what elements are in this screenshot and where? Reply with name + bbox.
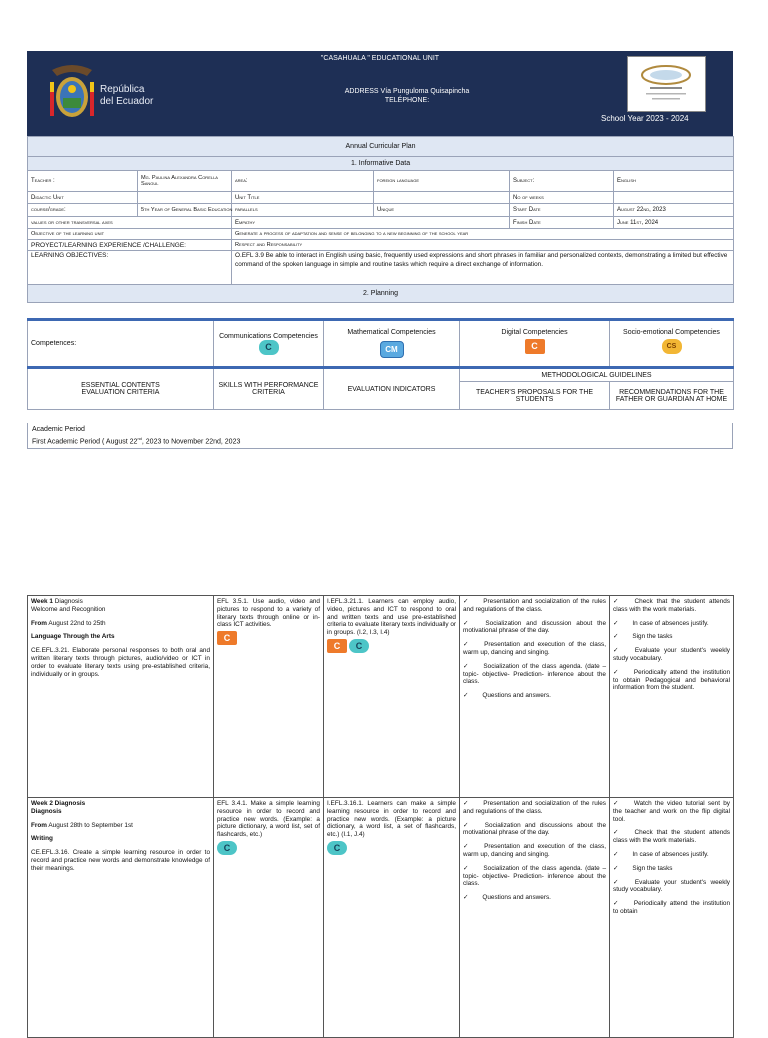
essential-contents-header: ESSENTIAL CONTENTS EVALUATION CRITERIA (28, 368, 214, 410)
unit-title-value (374, 192, 510, 204)
start-date-value: August 22nd, 2023 (614, 204, 734, 217)
school-name: "CASAHUALA " EDUCATIONAL UNIT (320, 55, 440, 62)
academic-period: Academic Period First Academic Period ( August 22nd, 2023 to November 22nd, 2023 (27, 423, 733, 449)
week-content-cell: Week 1 Diagnosis Welcome and Recognition From August 22nd to 25th Language Through the Arts CE.EFL.3.21. Elaborate personal responses to both oral and written literary texts through pictures, audio/video or ICT in order to evaluate literary texts using pre-established criteria, individually or in groups. (28, 596, 214, 798)
header-banner (27, 51, 733, 136)
learning-objectives-label: LEARNING OBJECTIVES: (28, 251, 232, 285)
digital-monitor-icon: C (217, 631, 237, 645)
week-row (28, 798, 734, 1038)
learning-objectives-value: O.EFL 3.9 Be able to interact in English using basic, frequently used expressions and short phrases in familiar and personalized contexts, demonstrating a limited but effective command of the spoken language in simple and routine tasks which require a direct exchange of information. (232, 251, 734, 285)
communications-competencies: Communications Competencies C (214, 320, 324, 368)
week-indicator-cell: I.EFL.3.16.1. Learners can make a simple learning resource in order to record and practice new words. (Example: a picture dictionary, a word list, a set of flashcards, etc.) (I.1, J.4) C (324, 798, 460, 1038)
socio-cs-icon: CS (662, 339, 682, 354)
teacher-label: Teacher : (28, 171, 138, 192)
week-skill-cell: EFL 3.4.1. Make a simple learning resource in order to record and practice new words. (Example: a picture dictionary, a word list, set of flashcards, etc.) C (214, 798, 324, 1038)
didactic-unit-label: Didactic Unit (28, 192, 138, 204)
recommendations-header: RECOMMENDATIONS FOR THE FATHER OR GUARDIAN AT HOME (610, 382, 734, 410)
communication-c-icon: C (349, 639, 369, 653)
communication-c-icon: C (259, 340, 279, 355)
subject-label: Subject: (510, 171, 614, 192)
communication-c-icon: C (217, 841, 237, 855)
competences-label: Competences: (28, 320, 214, 368)
weekly-plan-table (27, 595, 734, 1038)
area-value: foreign language (374, 171, 510, 192)
socio-emotional-competencies: Socio-emotional Competencies CS (610, 320, 734, 368)
project-label: PROYECT/LEARNING EXPERIENCE /CHALLENGE: (28, 240, 232, 251)
area-label: area: (232, 171, 374, 192)
mathematical-competencies: Mathematical Competencies CM (324, 320, 460, 368)
weeks-label: No of weeks (510, 192, 614, 204)
digital-competencies: Digital Competencies C (460, 320, 610, 368)
competences-table (27, 318, 734, 410)
section-informative-title: 1. Informative Data (28, 157, 734, 171)
school-year: School Year 2023 - 2024 (601, 114, 689, 123)
didactic-unit-value (138, 192, 232, 204)
teacher-value: Mg. Paulina Alexandra Corella Sangul (138, 171, 232, 192)
skills-header: SKILLS WITH PERFORMANCE CRITERIA (214, 368, 324, 410)
ecuador-coat-of-arms-icon (47, 62, 97, 124)
values-label: values or other transversal axes (28, 217, 232, 229)
course-label: course/grade: (28, 204, 138, 217)
week-recommendations-cell: ✓ Check that the student attends class with the work materials. ✓ In case of absences justify. ✓ Sign the tasks ✓ Evaluate your student's weekly study vocabulary. ✓ Periodically attend the institution to obtain Pedagogical and behavioral information from the student. (610, 596, 734, 798)
communication-c-icon: C (327, 841, 347, 855)
week-skill-cell: EFL 3.5.1. Use audio, video and pictures to respond to a variety of literary texts through online or in-class ICT activities. C (214, 596, 324, 798)
informative-data-table (27, 136, 734, 303)
objective-value: Generate a process of adaptation and sense of belonging to a new beginning of the school year (232, 229, 734, 240)
digital-monitor-icon: C (327, 639, 347, 653)
project-value: Respect and Responsability (232, 240, 734, 251)
finish-date-label: Finish Date (510, 217, 614, 229)
week-proposals-cell: ✓ Presentation and socialization of the rules and regulations of the class. ✓ Socialization and discussion about the motivational phrase of the day. ✓ Presentation and execution of the class, warm up, dancing and singing. ✓ Socialization of the class agenda. (date – topic- objective- Prediction- inference about the class. ✓ Questions and answers. (460, 596, 610, 798)
address-block: ADDRESS Vía Punguloma Quisapincha TELÉPHONE: (344, 88, 470, 104)
start-date-label: Start Date (510, 204, 614, 217)
parallels-value: Unique (374, 204, 510, 217)
objective-label: Objective of the learning unit (28, 229, 232, 240)
math-cm-icon: CM (380, 341, 404, 358)
unit-title-label: Unit Title (232, 192, 374, 204)
course-value: 5th Year of General Basic Education (138, 204, 232, 217)
plan-title: Annual Curricular Plan (28, 137, 734, 157)
week-proposals-cell: ✓ Presentation and socialization of the rules and regulations of the class. ✓ Socialization and discussions about the motivational phrase of the day. ✓ Presentation and execution of the class, warm up, dancing and singing. ✓ Socialization of the class agenda. (date – topic- objective- Prediction- inference about the class. ✓ Questions and answers. (460, 798, 610, 1038)
school-logo (627, 56, 706, 112)
methodological-guidelines-header: METHODOLOGICAL GUIDELINES (460, 368, 734, 382)
digital-monitor-icon: C (525, 339, 545, 354)
subject-value: English (614, 171, 734, 192)
republic-label: República del Ecuador (100, 84, 154, 107)
parallels-label: parallels (232, 204, 374, 217)
section-planning-title: 2. Planning (28, 285, 734, 303)
week-recommendations-cell: ✓ Watch the video tutorial sent by the teacher and work on the flip digital tool. ✓ Check that the student attends class with the work materials. ✓ In case of absences justify. ✓ Sign the tasks ✓ Evaluate your student's weekly study vocabulary. ✓ Periodically attend the institution to obtain (610, 798, 734, 1038)
week-indicator-cell: I.EFL.3.21.1. Learners can employ audio, video, pictures and ICT to respond to oral and written texts and use pre-established criteria to evaluate literary texts individually or in groups. (I.2, I.3, I.4) C C (324, 596, 460, 798)
indicators-header: EVALUATION INDICATORS (324, 368, 460, 410)
teacher-proposals-header: TEACHER'S PROPOSALS FOR THE STUDENTS (460, 382, 610, 410)
values-value: Empathy (232, 217, 510, 229)
week-row (28, 596, 734, 798)
week-content-cell: Week 2 Diagnosis Diagnosis From August 28th to September 1st Writing CE.EFL.3.16. Create a simple learning resource in order to record and practice new words and demonstrate knowledge of their meanings. (28, 798, 214, 1038)
finish-date-value: June 11st, 2024 (614, 217, 734, 229)
weeks-value (614, 192, 734, 204)
